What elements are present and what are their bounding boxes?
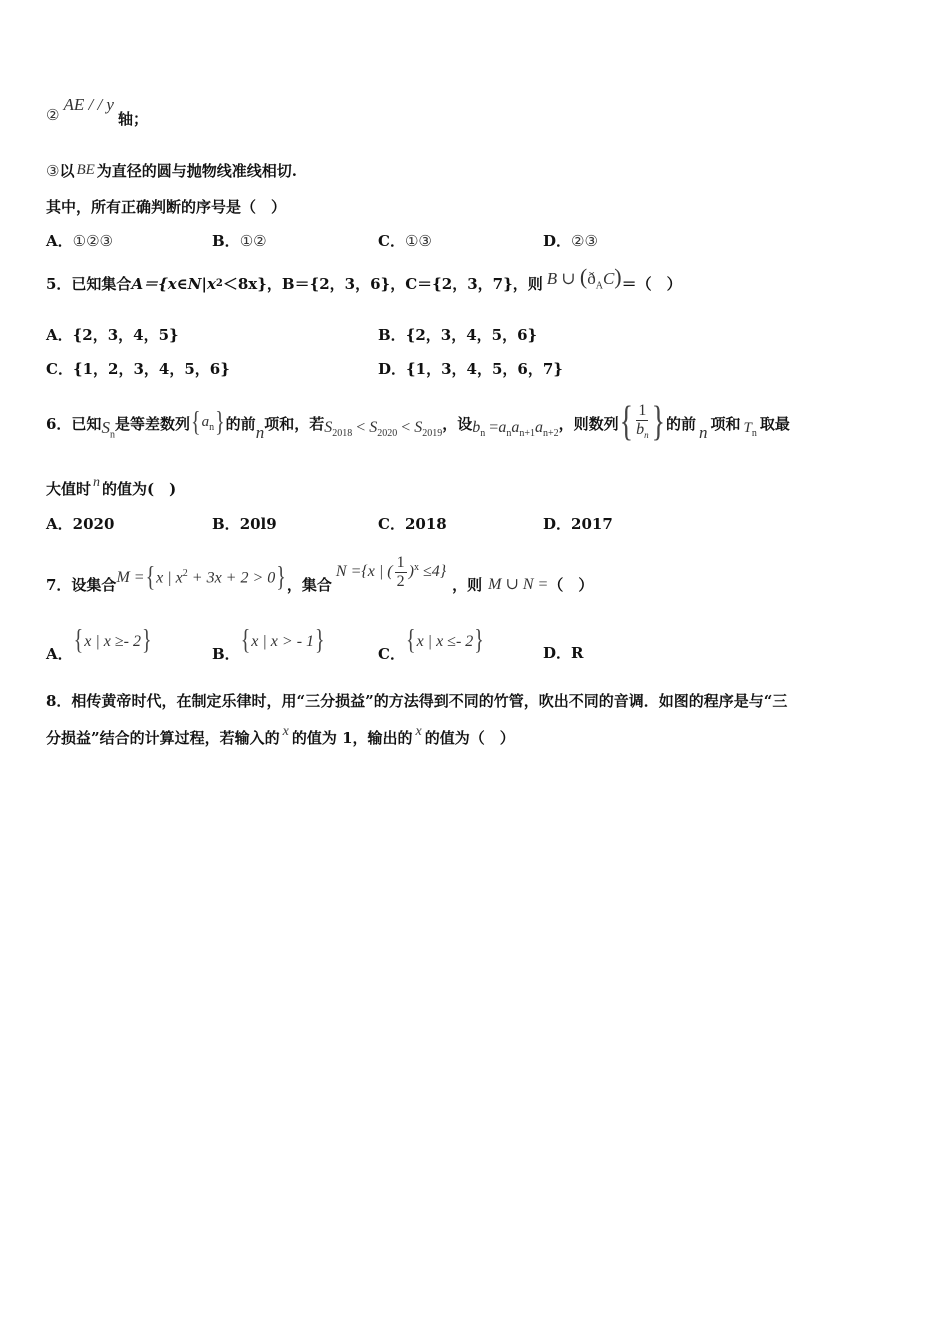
q6-p3: 的前	[225, 414, 256, 433]
q6-frac-num: 1	[638, 401, 647, 419]
q7-m-set-text: x | x	[156, 569, 183, 587]
q5-prefix: 5．已知集合	[46, 275, 132, 294]
q7-option-b-text: x | x > - 1	[251, 632, 315, 650]
q7-option-a-text: x | x ≥- 2	[84, 632, 141, 650]
q5-set-b: B＝{2，3，6}，	[281, 275, 406, 294]
q4-option-b[interactable]	[212, 230, 267, 251]
q5-expr-c: C	[602, 269, 615, 288]
q7-n-rest: ≤4}	[418, 562, 447, 580]
q6-s2019-letter: S	[414, 418, 423, 436]
q6-n-1: n	[255, 423, 265, 442]
q6-line2-a: 大值时	[46, 480, 92, 498]
q6-p9: 取最	[759, 414, 790, 433]
q5-option-d-label: D．	[378, 360, 407, 378]
q6-p6: ，则数列	[558, 414, 619, 433]
q4-option-d-text: ②③	[571, 231, 598, 250]
q6-n-2: n	[699, 423, 708, 442]
q8-x1: x	[282, 723, 289, 739]
q8-line2-c: 的值为（ ）	[424, 729, 515, 747]
q5-expr-open: (	[579, 264, 588, 289]
q7-option-d-label: D．	[543, 644, 572, 662]
q7-m-union-n: M ∪ N =	[488, 576, 549, 593]
q4-option-c-label: C．	[378, 232, 405, 250]
q7-n-sup: x	[413, 561, 419, 573]
statement-3-pre: 以	[59, 162, 75, 180]
q7-m-rest: + 3x + 2 > 0	[187, 569, 276, 587]
q5-option-b-label: B．	[378, 326, 406, 344]
q6-option-c-label: C．	[378, 515, 405, 533]
q6-frac-left-brace: {	[619, 399, 634, 446]
q7-m-set	[156, 568, 275, 587]
q4-option-b-label: B．	[212, 232, 240, 250]
q6-s2019-sub: 2019	[422, 428, 443, 440]
q6-lt-1: <	[352, 418, 370, 436]
q7-n-frac-den: 2	[396, 572, 405, 590]
q5-set-a: A＝{x∈N|x	[131, 275, 216, 294]
q6-option-d-text: 2017	[571, 514, 613, 533]
q7-option-a-right-brace: }	[141, 625, 152, 657]
q7-option-b-right-brace: }	[315, 625, 325, 657]
q4-option-d[interactable]	[543, 230, 598, 251]
q6-option-a-label: A．	[46, 515, 73, 533]
q6-bn-letter: b	[472, 418, 481, 436]
q8-line2-a: 分损益”结合的计算过程，若输入的	[46, 729, 280, 747]
question-8-line1	[46, 690, 910, 711]
q7-n-close: )	[408, 562, 414, 580]
q6-frac	[636, 402, 649, 444]
q5-option-c[interactable]	[46, 358, 230, 379]
q5-expr-glyph: ð	[587, 269, 596, 288]
q4-option-a-text: ①②③	[72, 231, 113, 250]
q7-n-def-text: N ={x | (	[335, 562, 393, 580]
q6-a1-sub: n	[506, 428, 512, 440]
q6-a3: a	[534, 418, 543, 436]
q6-frac-right-brace: }	[651, 399, 666, 446]
q7-then: ，则	[452, 575, 483, 594]
q5-option-a-text: {2，3，4，5}	[72, 326, 179, 344]
q7-option-b[interactable]	[212, 625, 326, 663]
q7-m-def: M =	[116, 569, 145, 586]
q5-expr-b: B ∪	[546, 269, 580, 288]
statement-3-tail: 为直径的圆与抛物线准线相切.	[96, 162, 298, 180]
q7-tail: （ ）	[548, 575, 594, 594]
q7-option-a-left-brace: {	[73, 625, 84, 657]
q6-inequality	[324, 419, 442, 439]
q8-x2: x	[415, 723, 422, 739]
q6-p7: 的前	[666, 414, 697, 433]
q6-option-c-text: 2018	[404, 514, 447, 533]
q6-an-sub: n	[209, 421, 215, 433]
q4-option-a-label: A．	[46, 232, 73, 250]
q6-option-d-label: D．	[543, 515, 572, 533]
q6-tn	[744, 420, 757, 439]
q6-an-letter: a	[201, 413, 210, 430]
q6-option-d[interactable]	[543, 513, 613, 534]
q5-option-c-label: C．	[46, 360, 73, 378]
question-6-stem-line2	[46, 474, 910, 499]
question-4-stem	[46, 196, 910, 217]
q4-option-c[interactable]	[378, 230, 432, 251]
q4-option-d-label: D．	[543, 232, 572, 250]
q4-option-a[interactable]	[46, 230, 113, 251]
q6-p2: 是等差数列	[114, 414, 190, 433]
statement-2	[46, 94, 910, 128]
q7-option-b-label: B．	[212, 645, 240, 663]
q6-frac-den-letter: b	[636, 420, 645, 438]
q6-s2018-letter: S	[324, 418, 333, 436]
q6-option-a-text: 2020	[72, 514, 115, 533]
q6-sn-letter: S	[101, 417, 110, 437]
q6-option-b[interactable]	[212, 513, 277, 534]
q5-set-a-tail: ＜8x}，	[222, 275, 282, 294]
q6-p5: ，设	[442, 414, 473, 433]
q7-option-c-label: C．	[378, 645, 405, 663]
q7-m-sup: 2	[182, 568, 188, 580]
q6-tn-letter: T	[743, 419, 752, 436]
q5-option-c-text: {1，2，3，4，5，6}	[72, 360, 230, 378]
q5-expression	[547, 264, 622, 291]
q6-lt-2: <	[397, 418, 415, 436]
q5-set-c: C＝{2，3，7}，则	[405, 275, 543, 294]
statement-3-number: ③	[46, 161, 60, 180]
q6-line2-b: 的值为( )	[102, 480, 177, 498]
q6-option-a[interactable]	[46, 513, 114, 534]
q6-sn-sub: n	[109, 429, 115, 441]
q6-tn-sub: n	[751, 427, 757, 439]
q6-option-c[interactable]	[378, 513, 447, 534]
q6-an-left-brace: {	[190, 406, 201, 438]
q6-an	[202, 414, 215, 433]
q5-option-b-text: {2，3，4，5，6}	[405, 326, 538, 344]
q4-option-b-text: ①②	[239, 231, 267, 250]
q6-option-b-label: B．	[212, 515, 240, 533]
q5-option-d[interactable]	[378, 358, 563, 379]
q6-a3-sub: n+2	[542, 428, 559, 440]
question-7-stem	[46, 548, 910, 608]
q6-s2020-letter: S	[369, 418, 378, 436]
q7-option-c-text: x | x ≤- 2	[416, 632, 474, 650]
q6-bn-sub: n	[480, 428, 486, 440]
q5-set-a-sup: 2	[215, 278, 223, 290]
q5-option-a-label: A．	[46, 326, 73, 344]
q6-s2018-sub: 2018	[332, 428, 353, 440]
q7-option-d[interactable]	[543, 642, 583, 663]
q4-option-c-text: ①③	[404, 231, 432, 250]
q7-option-c[interactable]	[378, 625, 485, 663]
statement-2-math: AE / / y	[63, 94, 114, 114]
q7-n-def	[336, 554, 446, 591]
question-4-stem-text: 其中，所有正确判断的序号是（ ）	[46, 198, 287, 216]
q7-option-d-text: R	[571, 643, 584, 662]
q6-an-right-brace: }	[215, 406, 225, 438]
q5-tail: ＝（ ）	[621, 275, 682, 294]
statement-3-math: BE	[76, 162, 95, 178]
q5-option-d-text: {1，3，4，5，6，7}	[406, 360, 563, 378]
q5-option-b[interactable]	[378, 324, 537, 345]
q5-expr-sub: A	[595, 280, 603, 292]
q6-a1: a	[498, 418, 507, 436]
statement-3	[46, 160, 910, 181]
q7-m-left-brace: {	[145, 561, 156, 593]
q7-option-a-label: A．	[46, 645, 73, 663]
q7-option-c-left-brace: {	[405, 625, 416, 657]
q6-p1: 6．已知	[46, 414, 102, 433]
question-8-line2	[46, 723, 910, 748]
q5-expr-close: )	[614, 264, 622, 289]
q5-option-a[interactable]	[46, 324, 179, 345]
q8-line1-text: 8．相传黄帝时代，在制定乐律时，用“三分损益”的方法得到不同的竹管，吹出不同的音调．如图的程序是与“三	[46, 692, 788, 710]
q6-a2: a	[511, 418, 520, 436]
q6-line2-n: n	[93, 474, 101, 490]
q6-option-b-text: 20l9	[239, 514, 277, 533]
q7-prefix: 7．设集合	[46, 575, 117, 594]
q8-line2-b: 的值为 1，输出的	[291, 729, 413, 747]
q7-m-right-brace: }	[276, 561, 286, 593]
statement-2-tail: 轴；	[117, 110, 148, 128]
q7-option-b-left-brace: {	[240, 625, 251, 657]
q6-s2020-sub: 2020	[377, 428, 398, 440]
q6-eq: =	[485, 418, 499, 436]
q7-option-c-right-brace: }	[474, 625, 484, 657]
q7-n-frac-num: 1	[396, 553, 405, 571]
q6-frac-den	[636, 421, 649, 444]
q6-sn	[101, 418, 115, 440]
q7-option-a[interactable]	[46, 625, 153, 663]
question-5-stem	[46, 264, 910, 297]
question-6-stem	[46, 398, 910, 448]
statement-2-number: ②	[46, 105, 60, 124]
q6-p8: 项和	[710, 414, 741, 433]
q6-a2-sub: n+1	[519, 428, 535, 440]
q7-mid: ，集合	[286, 575, 332, 594]
q6-frac-den-sub: n	[644, 430, 649, 441]
q6-p4: 项和，若	[264, 414, 325, 433]
q6-bn-def	[472, 419, 558, 439]
